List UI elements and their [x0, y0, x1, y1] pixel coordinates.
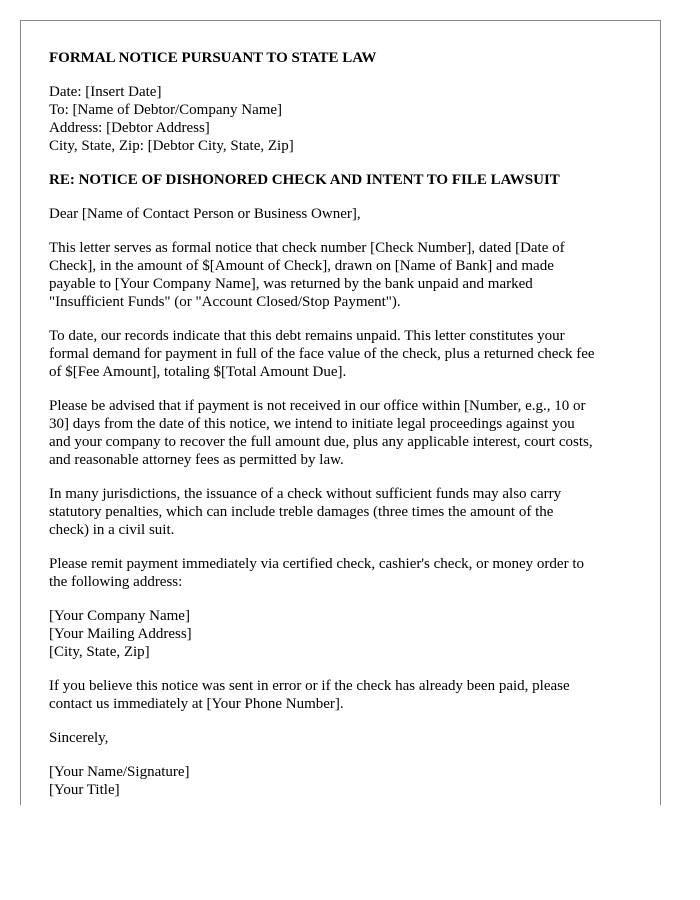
paragraph-line: contact us immediately at [Your Phone Number].	[49, 696, 344, 712]
signature-title: [Your Title]	[49, 782, 120, 798]
paragraph-line: Please remit payment immediately via certified check, cashier's check, or money order to	[49, 556, 584, 572]
paragraph-line: statutory penalties, which can include treble damages (three times the amount of the	[49, 504, 554, 520]
paragraph-line: "Insufficient Funds" (or "Account Closed/Stop Payment").	[49, 294, 401, 310]
paragraph-line: the following address:	[49, 574, 183, 590]
letter-page	[20, 20, 661, 805]
paragraph-line: To date, our records indicate that this debt remains unpaid. This letter constitutes your	[49, 328, 565, 344]
signature-block	[49, 763, 639, 799]
paragraph-line: of $[Fee Amount], totaling $[Total Amount Due].	[49, 364, 347, 380]
paragraph-line: and your company to recover the full amount due, plus any applicable interest, court costs,	[49, 434, 593, 450]
paragraph-remit-instructions	[49, 555, 639, 591]
paragraph-line: payable to [Your Company Name], was returned by the bank unpaid and marked	[49, 276, 533, 292]
signature-name: [Your Name/Signature]	[49, 764, 190, 780]
salutation: Dear [Name of Contact Person or Business Owner],	[49, 206, 361, 222]
sign-off: Sincerely,	[49, 730, 109, 746]
paragraph-error-contact	[49, 677, 639, 713]
letter-title: FORMAL NOTICE PURSUANT TO STATE LAW	[49, 50, 377, 66]
paragraph-line: formal demand for payment in full of the face value of the check, plus a returned check fee	[49, 346, 595, 362]
remit-company-name: [Your Company Name]	[49, 608, 190, 624]
recipient-line: To: [Name of Debtor/Company Name]	[49, 102, 283, 118]
letter-body	[49, 49, 639, 799]
paragraph-line: In many jurisdictions, the issuance of a check without sufficient funds may also carry	[49, 486, 562, 502]
remit-mailing-address: [Your Mailing Address]	[49, 626, 192, 642]
city-state-zip-line: City, State, Zip: [Debtor City, State, Zip]	[49, 138, 294, 154]
paragraph-line: If you believe this notice was sent in error or if the check has already been paid, please	[49, 678, 570, 694]
paragraph-check-details	[49, 239, 639, 311]
remit-city-state-zip: [City, State, Zip]	[49, 644, 150, 660]
remit-address	[49, 607, 639, 661]
paragraph-line: This letter serves as formal notice that check number [Check Number], dated [Date of	[49, 240, 565, 256]
date-line: Date: [Insert Date]	[49, 84, 162, 100]
paragraph-line: 30] days from the date of this notice, we intend to initiate legal proceedings against you	[49, 416, 575, 432]
paragraph-line: and reasonable attorney fees as permitted by law.	[49, 452, 344, 468]
paragraph-line: Check], in the amount of $[Amount of Check], drawn on [Name of Bank] and made	[49, 258, 554, 274]
paragraph-legal-action	[49, 397, 639, 469]
paragraph-line: Please be advised that if payment is not received in our office within [Number, e.g., 10 or	[49, 398, 586, 414]
paragraph-demand	[49, 327, 639, 381]
letter-header	[49, 83, 639, 155]
address-line: Address: [Debtor Address]	[49, 120, 210, 136]
paragraph-line: check) in a civil suit.	[49, 522, 175, 538]
subject-line: RE: NOTICE OF DISHONORED CHECK AND INTENT TO FILE LAWSUIT	[49, 172, 560, 188]
paragraph-penalties	[49, 485, 639, 539]
